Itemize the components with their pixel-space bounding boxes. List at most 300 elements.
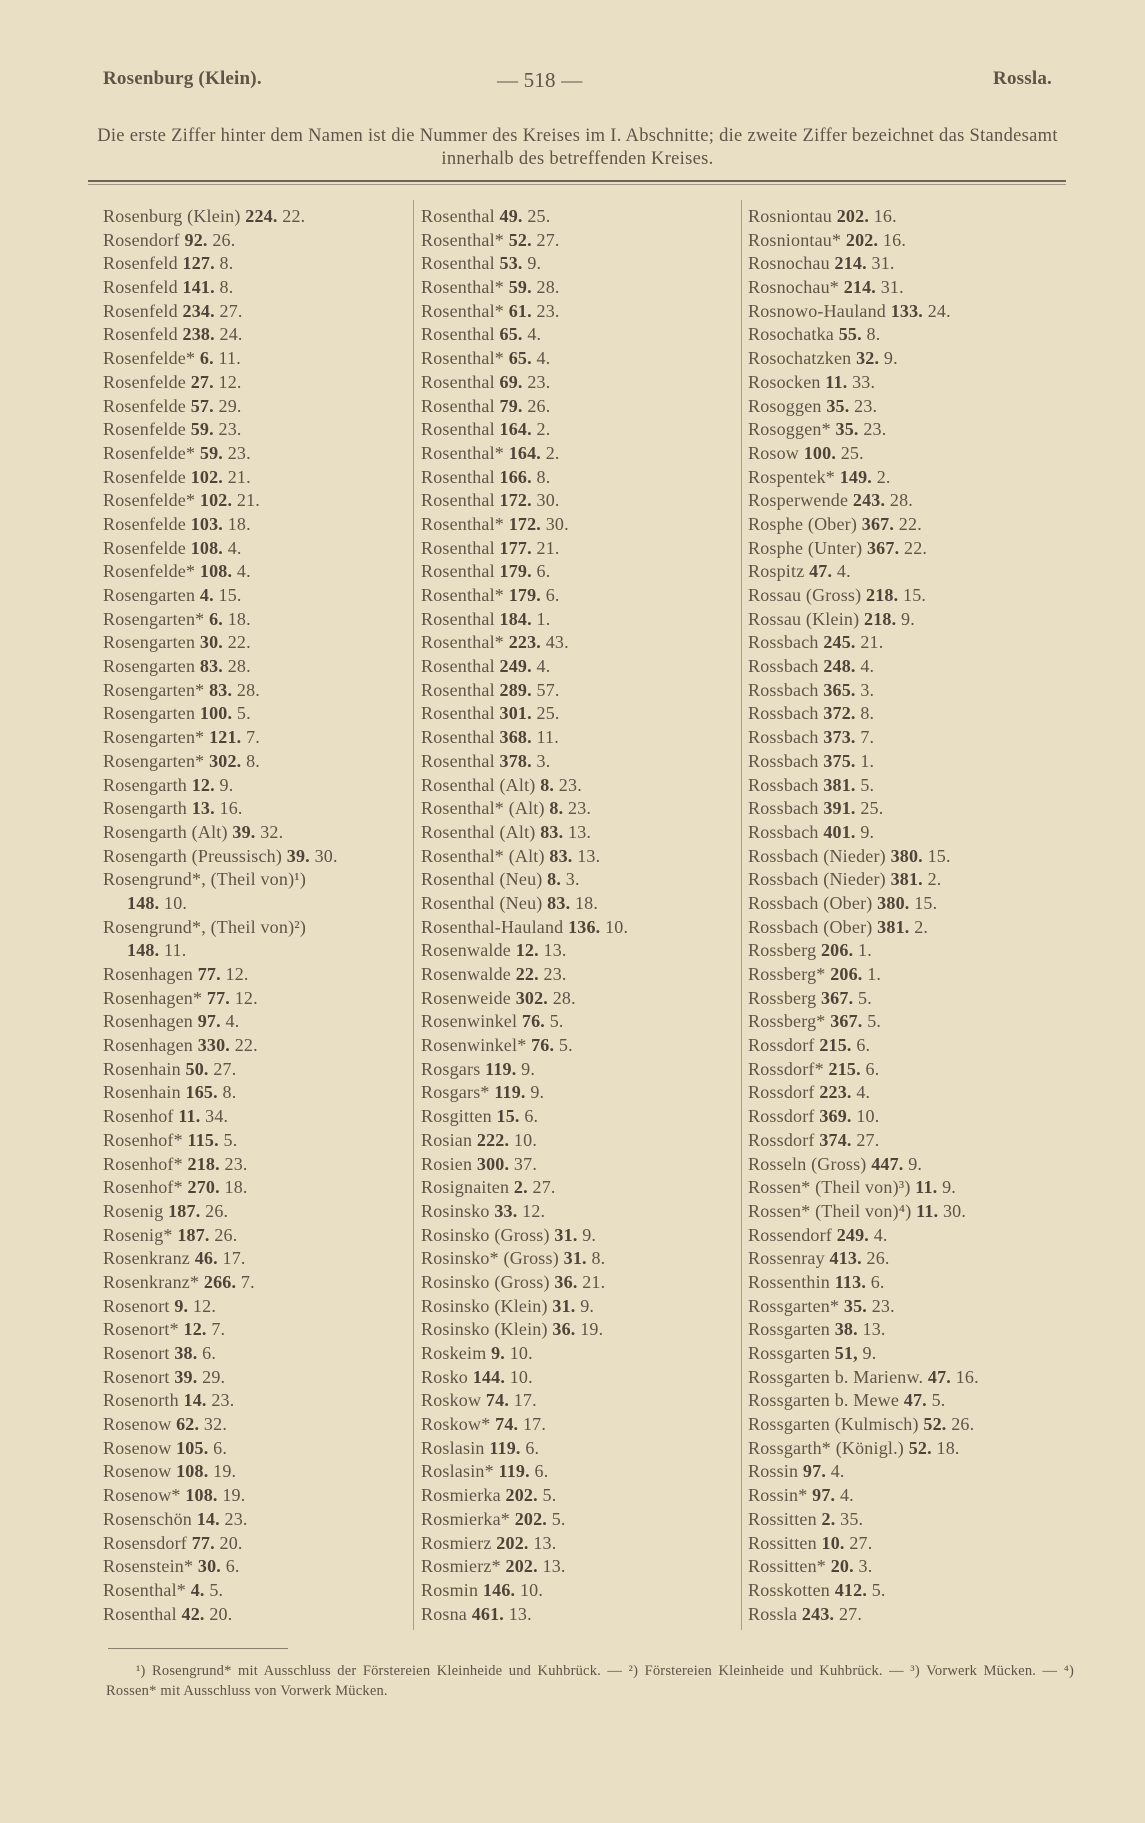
standesamt-number: 21. [227, 466, 251, 487]
kreis-number: 35. [835, 419, 859, 440]
index-entry [421, 821, 628, 845]
index-entry [103, 1366, 338, 1390]
index-entry [103, 726, 338, 750]
kreis-number: 166. [499, 466, 532, 487]
kreis-number: 97. [197, 1011, 221, 1032]
kreis-number: 266. [203, 1271, 237, 1292]
index-entry [103, 1034, 338, 1058]
index-entry [103, 821, 338, 845]
standesamt-number: 25. [840, 442, 864, 463]
entry-name: Rosengrund*, (Theil von)²) [103, 916, 307, 937]
entry-name: Rosenhof* [103, 1129, 183, 1150]
kreis-number: 20. [830, 1556, 854, 1577]
entry-name: Rosenfelde [103, 537, 186, 558]
index-entry [421, 395, 628, 419]
entry-name: Rosenfelde* [103, 561, 196, 582]
index-entry [421, 1153, 628, 1177]
kreis-number: 102. [190, 466, 223, 487]
entry-name: Rosphe (Ober) [748, 513, 858, 534]
kreis-number: 9. [491, 1343, 506, 1363]
entry-name: Rossdorf [748, 1035, 815, 1056]
standesamt-number: 9. [860, 821, 875, 842]
standesamt-number: 23. [568, 798, 592, 819]
kreis-number: 8. [547, 869, 562, 890]
entry-name: Rosenort [103, 1343, 170, 1363]
standesamt-number: 9. [942, 1177, 956, 1198]
entry-name: Rospentek* [748, 466, 835, 487]
kreis-number: 97. [802, 1461, 827, 1482]
standesamt-number: 23. [558, 774, 582, 795]
index-entry [103, 252, 338, 276]
entry-name: Rosengarth (Alt) [103, 821, 228, 842]
index-entry [748, 323, 979, 347]
standesamt-number: 5. [867, 1011, 882, 1032]
entry-name: Rossbach [748, 774, 819, 795]
kreis-number: 55. [838, 324, 862, 345]
entry-name: Rosenthal (Neu) [421, 892, 543, 913]
kreis-number: 249. [499, 656, 532, 677]
standesamt-number: 8. [860, 703, 875, 724]
entry-name: Rossen* (Theil von)⁴) [748, 1200, 912, 1221]
index-entry [103, 1389, 338, 1413]
entry-name: Rosenweide [421, 987, 511, 1008]
standesamt-number: 6. [865, 1058, 880, 1079]
entry-name: Rossbach (Nieder) [748, 845, 886, 866]
entry-name: Rosenthal [103, 1603, 177, 1624]
kreis-number: 378. [499, 750, 532, 771]
standesamt-number: 19. [213, 1461, 237, 1482]
entry-name: Rossgarten b. Marienw. [748, 1366, 924, 1387]
standesamt-number: 6. [534, 1461, 549, 1482]
index-entry [421, 489, 628, 513]
kreis-number: 215. [819, 1035, 852, 1056]
standesamt-number: 25. [860, 798, 884, 819]
standesamt-number: 6. [213, 1437, 228, 1458]
entry-name: Rosenthal [421, 419, 495, 440]
standesamt-number: 12. [522, 1200, 546, 1221]
index-entry [748, 1010, 979, 1034]
kreis-number: 76. [531, 1035, 555, 1056]
standesamt-number: 57. [536, 679, 560, 700]
kreis-number: 22. [515, 964, 539, 984]
kreis-number: 10. [821, 1532, 845, 1553]
kreis-number: 412. [834, 1579, 868, 1600]
standesamt-number: 15. [218, 585, 242, 605]
kreis-number: 59. [508, 277, 532, 298]
index-entry [103, 300, 338, 324]
kreis-number: 245. [823, 632, 856, 653]
standesamt-number: 29. [218, 395, 242, 416]
standesamt-number: 28. [236, 679, 260, 700]
index-entry [748, 205, 979, 229]
kreis-number: 8. [540, 774, 555, 795]
index-entry [748, 1271, 979, 1295]
index-entry [421, 1295, 628, 1319]
entry-name: Rossbach [748, 632, 819, 653]
kreis-number: 119. [498, 1461, 530, 1482]
index-entry [421, 1200, 628, 1224]
index-entry [103, 1295, 338, 1319]
entry-name: Rosperwende [748, 490, 849, 511]
standesamt-number: 19. [222, 1485, 246, 1506]
entry-name: Roskeim [421, 1343, 487, 1363]
kreis-number: 149. [839, 466, 873, 487]
kreis-number: 187. [168, 1200, 201, 1221]
standesamt-number: 10. [519, 1579, 544, 1600]
standesamt-number: 23. [218, 419, 242, 440]
entry-name: Rosengarth [103, 798, 187, 819]
kreis-number: 74. [485, 1390, 510, 1411]
kreis-number: 330. [197, 1035, 230, 1056]
kreis-number: 11. [178, 1106, 201, 1127]
kreis-number: 61. [508, 300, 532, 321]
standesamt-number: 5. [549, 1011, 564, 1032]
entry-name: Rosenthal [421, 395, 495, 416]
index-entry [748, 821, 979, 845]
index-entry [748, 679, 979, 703]
entry-name: Rosenthal* [421, 513, 504, 534]
kreis-number: 92. [184, 229, 208, 250]
index-entry [748, 395, 979, 419]
index-entry [421, 631, 628, 655]
kreis-number: 65. [499, 324, 523, 345]
kreis-number: 119. [494, 1082, 526, 1103]
standesamt-number: 30. [536, 490, 560, 511]
kreis-number: 77. [191, 1532, 215, 1553]
standesamt-number: 10. [856, 1106, 880, 1127]
index-entry [748, 797, 979, 821]
entry-name: Rossgarten [748, 1343, 830, 1363]
running-head-first-entry: Rosenburg (Klein). [103, 68, 262, 89]
standesamt-number: 4. [225, 1011, 240, 1032]
kreis-number: 83. [199, 656, 223, 677]
index-entry [748, 1153, 979, 1177]
index-entry [421, 868, 628, 892]
entry-name: Rosengarten* [103, 679, 205, 700]
standesamt-number: 23. [543, 964, 567, 984]
standesamt-number: 21. [236, 490, 261, 511]
entry-name: Rosenthal* [421, 348, 504, 369]
kreis-number: 165. [185, 1082, 218, 1103]
index-entry [421, 797, 628, 821]
kreis-number: 164. [508, 442, 542, 463]
standesamt-number: 7. [211, 1319, 226, 1340]
standesamt-number: 13. [568, 821, 592, 842]
entry-name: Rosenwinkel [421, 1011, 518, 1032]
index-entry [748, 1484, 979, 1508]
kreis-number: 62. [176, 1414, 200, 1435]
entry-name: Rosenfeld [103, 277, 178, 298]
index-entry [748, 845, 979, 869]
index-entry [103, 1555, 338, 1579]
entry-name: Rosenfelde* [103, 348, 196, 369]
kreis-number: 2. [821, 1508, 836, 1529]
page-number: — 518 — [497, 68, 583, 92]
entry-name: Rosenthal [421, 490, 495, 511]
kreis-number: 35. [826, 395, 850, 416]
standesamt-number: 31. [880, 277, 904, 298]
index-entry [421, 537, 628, 561]
index-entry [421, 1555, 628, 1579]
index-entry [103, 347, 338, 371]
entry-name: Rossdorf [748, 1129, 815, 1150]
kreis-number: 51, [834, 1343, 858, 1363]
kreis-number: 119. [485, 1058, 517, 1079]
index-entry [103, 702, 338, 726]
kreis-number: 381. [877, 916, 910, 937]
index-entry [748, 466, 979, 490]
entry-name: Rosengarth [103, 774, 187, 795]
standesamt-number: 11. [218, 348, 241, 369]
index-entry [103, 987, 338, 1011]
kreis-number: 38. [834, 1319, 858, 1340]
kreis-number: 461. [471, 1603, 505, 1624]
index-entry [748, 939, 979, 963]
standesamt-number: 3. [860, 679, 875, 700]
entry-name: Rosengarten* [103, 727, 205, 748]
kreis-number: 218. [864, 608, 897, 629]
standesamt-number: 26. [527, 395, 551, 416]
standesamt-number: 17. [222, 1248, 246, 1269]
standesamt-number: 12. [234, 987, 258, 1008]
standesamt-number: 18. [227, 608, 251, 629]
standesamt-number: 26. [212, 229, 236, 250]
index-entry [421, 845, 628, 869]
index-entry [103, 750, 338, 774]
index-entry [748, 1247, 979, 1271]
entry-name: Rosenwalde [421, 964, 511, 984]
entry-name: Rosnowo-Hauland [748, 300, 886, 321]
entry-name: Rossgarten (Kulmisch) [748, 1414, 919, 1435]
kreis-number: 105. [176, 1437, 209, 1458]
entry-name: Rosenthal [421, 561, 495, 582]
index-entry [421, 229, 628, 253]
kreis-number: 39. [286, 845, 310, 866]
index-entry [748, 868, 979, 892]
entry-name: Rosengarten [103, 703, 196, 724]
kreis-number: 39. [174, 1366, 198, 1387]
index-entry [103, 205, 338, 229]
entry-name: Rosenfeld [103, 324, 178, 345]
index-entry [421, 1271, 628, 1295]
entry-name: Rosenig* [103, 1224, 173, 1245]
index-entry [421, 916, 628, 940]
kreis-number: 100. [199, 703, 233, 724]
entry-name: Rosenfelde* [103, 442, 196, 463]
index-entry [421, 1484, 628, 1508]
kreis-number: 30. [199, 632, 223, 653]
standesamt-number: 4. [860, 656, 875, 677]
kreis-number: 53. [499, 253, 523, 274]
kreis-number: 248. [823, 656, 856, 677]
standesamt-number: 7. [246, 727, 260, 748]
index-entry [748, 229, 979, 253]
index-entry [421, 1105, 628, 1129]
index-entry [103, 1342, 338, 1366]
standesamt-number: 27. [532, 1177, 556, 1198]
kreis-number: 302. [515, 987, 548, 1008]
standesamt-number: 3. [858, 1556, 873, 1577]
index-entry [103, 1200, 338, 1224]
entry-name: Rosenthal* [421, 277, 504, 298]
entry-name: Rosenhof [103, 1106, 174, 1127]
kreis-number: 102. [199, 490, 233, 511]
entry-name: Rosenkranz* [103, 1271, 200, 1292]
index-entry [748, 1460, 979, 1484]
entry-name: Rospitz [748, 561, 805, 582]
kreis-number: 146. [482, 1579, 516, 1600]
kreis-number: 202. [496, 1532, 529, 1553]
kreis-number: 49. [499, 206, 523, 226]
standesamt-number: 8. [246, 750, 260, 771]
kreis-number: 108. [199, 561, 233, 582]
index-entry [103, 1010, 338, 1034]
standesamt-number: 9. [862, 1343, 877, 1363]
index-entry [103, 1532, 338, 1556]
entry-name: Rosenfelde* [103, 490, 196, 511]
entry-name: Rosenkranz [103, 1248, 190, 1269]
standesamt-number: 6. [525, 1437, 540, 1458]
kreis-number: 368. [499, 727, 532, 748]
standesamt-number: 12. [225, 964, 249, 984]
entry-name: Rosenig [103, 1200, 164, 1221]
index-column-1 [103, 205, 338, 1626]
entry-name: Rosphe (Unter) [748, 537, 863, 558]
standesamt-number: 4. [830, 1461, 845, 1482]
entry-name: Rosenfelde [103, 513, 186, 534]
kreis-number: 12. [515, 940, 539, 961]
entry-name: Rosenhain [103, 1058, 181, 1079]
standesamt-number: 22. [898, 513, 922, 534]
index-entry [421, 1176, 628, 1200]
standesamt-number: 19. [580, 1319, 604, 1340]
standesamt-number: 9. [908, 1153, 923, 1174]
index-entry [103, 939, 338, 963]
index-entry [421, 1532, 628, 1556]
standesamt-number: 1. [536, 608, 551, 629]
index-entry [748, 1342, 979, 1366]
index-entry [103, 963, 338, 987]
index-entry [421, 276, 628, 300]
standesamt-number: 6. [524, 1106, 539, 1127]
index-entry [421, 1058, 628, 1082]
kreis-number: 270. [187, 1177, 220, 1198]
index-entry [421, 1366, 628, 1390]
kreis-number: 69. [499, 371, 523, 392]
index-entry [748, 1105, 979, 1129]
standesamt-number: 5. [558, 1035, 573, 1056]
index-entry [421, 1437, 628, 1461]
index-entry [748, 702, 979, 726]
index-entry [103, 1460, 338, 1484]
entry-name: Rosinsko (Klein) [421, 1295, 548, 1316]
kreis-number: 301. [499, 703, 532, 724]
entry-name: Rossen* (Theil von)³) [748, 1177, 911, 1198]
kreis-number: 367. [820, 987, 854, 1008]
kreis-number: 401. [823, 821, 856, 842]
kreis-number: 367. [830, 1011, 863, 1032]
index-entry [103, 797, 338, 821]
entry-name: Rossberg [748, 987, 817, 1008]
index-entry [103, 560, 338, 584]
kreis-number: 42. [181, 1603, 205, 1624]
standesamt-number: 16. [955, 1366, 979, 1387]
index-entry [748, 1129, 979, 1153]
kreis-number: 222. [476, 1129, 510, 1150]
entry-name: Rossenray [748, 1248, 825, 1269]
kreis-number: 144. [472, 1366, 506, 1387]
kreis-number: 76. [521, 1011, 546, 1032]
standesamt-number: 18. [574, 892, 599, 913]
index-entry [421, 987, 628, 1011]
index-entry [103, 395, 338, 419]
kreis-number: 15. [496, 1106, 520, 1127]
entry-name: Rosenfeld [103, 300, 178, 321]
standesamt-number: 15. [903, 585, 927, 605]
kreis-number: 243. [801, 1603, 835, 1624]
index-entry [748, 1295, 979, 1319]
index-entry [103, 323, 338, 347]
entry-name: Rosenwalde [421, 940, 511, 961]
standesamt-number: 32. [260, 821, 284, 842]
index-entry [748, 1437, 979, 1461]
standesamt-number: 2. [545, 442, 560, 463]
index-entry [421, 442, 628, 466]
kreis-number: 30. [197, 1556, 222, 1577]
index-entry [103, 1271, 338, 1295]
entry-name: Rosenow [103, 1461, 172, 1482]
index-entry [421, 726, 628, 750]
standesamt-number: 13. [533, 1532, 557, 1553]
entry-name: Rosenow [103, 1437, 172, 1458]
standesamt-number: 20. [209, 1603, 233, 1624]
entry-name: Rosenhagen* [103, 987, 203, 1008]
entry-name: Rosenschön [103, 1508, 192, 1529]
standesamt-number: 35. [840, 1508, 864, 1529]
standesamt-number: 18. [224, 1177, 248, 1198]
standesamt-number: 7. [240, 1271, 255, 1292]
entry-name: Rosenthal [421, 466, 495, 487]
entry-name: Rosenstein* [103, 1556, 194, 1577]
entry-name: Rosow [748, 442, 800, 463]
kreis-number: 50. [185, 1058, 209, 1079]
standesamt-number: 27. [838, 1603, 863, 1624]
standesamt-number: 28. [889, 490, 913, 511]
entry-name: Rossbach (Ober) [748, 892, 873, 913]
kreis-number: 202. [505, 1485, 538, 1506]
index-entry [103, 1603, 338, 1627]
entry-name: Rossberg* [748, 1011, 826, 1032]
standesamt-number: 4. [536, 348, 551, 369]
entry-name: Rossbach [748, 750, 819, 771]
entry-name: Rosenhof* [103, 1153, 183, 1174]
kreis-number: 4. [190, 1579, 205, 1600]
entry-name: Rossin* [748, 1485, 808, 1506]
entry-name: Rosna [421, 1603, 467, 1624]
entry-name: Rosenow [103, 1414, 172, 1435]
entry-name: Rosenthal [421, 608, 495, 629]
standesamt-number: 3. [565, 869, 580, 890]
entry-name: Roskow* [421, 1414, 491, 1435]
index-entry [421, 1129, 628, 1153]
entry-name: Rossitten* [748, 1556, 827, 1577]
standesamt-number: 22. [904, 537, 928, 558]
kreis-number: 141. [182, 277, 215, 298]
index-column-2 [421, 205, 628, 1626]
standesamt-number: 8. [536, 466, 551, 487]
index-entry [103, 868, 338, 892]
kreis-number: 108. [176, 1461, 209, 1482]
